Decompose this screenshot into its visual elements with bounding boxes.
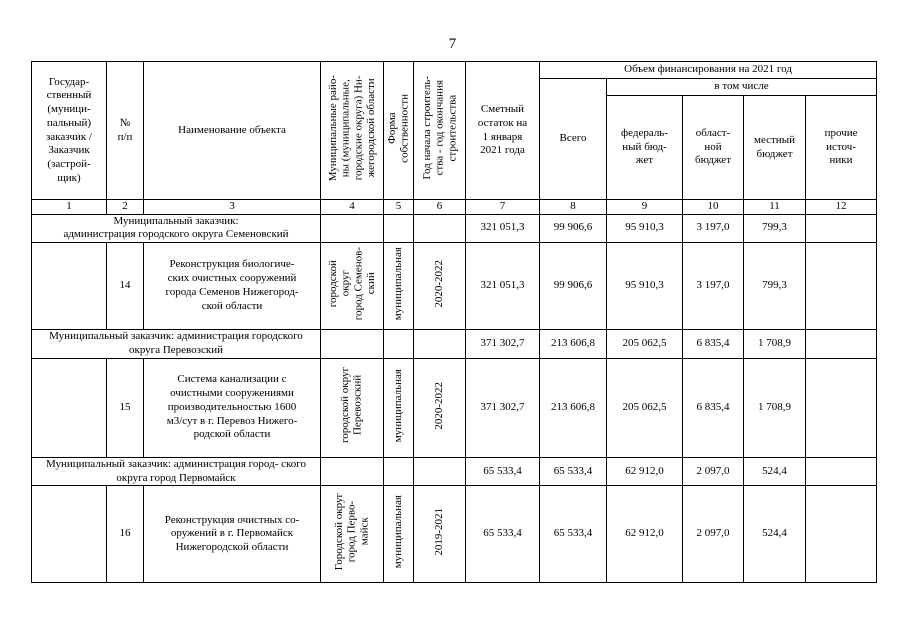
total-value: 99 906,6	[540, 214, 607, 242]
federal-value: 205 062,5	[607, 329, 683, 358]
object-district: городской округ Перевозский	[321, 358, 384, 457]
regional-value: 6 835,4	[683, 329, 744, 358]
object-name: Система канализации с очистными сооружениями производительностью 1600 м3/сут в г. Перевоз Нижего- родской области	[144, 358, 321, 457]
customer-name: Муниципальный заказчик: администрация городского округа Перевозский	[32, 329, 321, 358]
header-years: Год начала строитель- ства - год окончания строительства	[414, 62, 466, 200]
regional-value: 3 197,0	[683, 214, 744, 242]
column-number: 1	[32, 200, 107, 215]
local-value: 1 708,9	[744, 329, 806, 358]
header-ownership: Форма собственности	[384, 62, 414, 200]
federal-value: 205 062,5	[607, 358, 683, 457]
object-name: Реконструкция биологиче- ских очистных сооружений города Семенов Нижегород- ской области	[144, 242, 321, 329]
header-local: местный бюджет	[744, 96, 806, 200]
column-number: 8	[540, 200, 607, 215]
customer-row	[32, 214, 877, 242]
total-value: 213 606,8	[540, 329, 607, 358]
estimate-value: 321 051,3	[466, 242, 540, 329]
object-row	[32, 242, 877, 329]
header-num: № п/п	[107, 62, 144, 200]
header-including: в том числе	[607, 79, 877, 96]
customer-row	[32, 457, 877, 486]
column-number: 11	[744, 200, 806, 215]
customer-row	[32, 329, 877, 358]
federal-value: 95 910,3	[607, 242, 683, 329]
object-ownership: муниципальная	[384, 486, 414, 583]
header-other: прочие источ- ники	[806, 96, 877, 200]
customer-name: Муниципальный заказчик: администрация город- ского округа город Первомайск	[32, 457, 321, 486]
header-regional: област- ной бюджет	[683, 96, 744, 200]
estimate-value: 65 533,4	[466, 486, 540, 583]
header-financing: Объем финансирования на 2021 год	[540, 62, 877, 79]
column-number: 3	[144, 200, 321, 215]
object-years: 2020-2022	[414, 242, 466, 329]
customer-name: Муниципальный заказчик: администрация городского округа Семеновский	[32, 214, 321, 242]
page-number: 7	[448, 36, 457, 52]
column-number: 12	[806, 200, 877, 215]
header-federal: федераль- ный бюд- жет	[607, 96, 683, 200]
column-number: 4	[321, 200, 384, 215]
total-value: 65 533,4	[540, 486, 607, 583]
financing-table	[31, 61, 877, 583]
estimate-value: 321 051,3	[466, 214, 540, 242]
total-value: 99 906,6	[540, 242, 607, 329]
column-number: 2	[107, 200, 144, 215]
regional-value: 6 835,4	[683, 358, 744, 457]
regional-value: 3 197,0	[683, 242, 744, 329]
local-value: 1 708,9	[744, 358, 806, 457]
object-num: 16	[107, 486, 144, 583]
object-ownership: муниципальная	[384, 242, 414, 329]
object-row	[32, 486, 877, 583]
estimate-value: 371 302,7	[466, 358, 540, 457]
federal-value: 62 912,0	[607, 486, 683, 583]
object-ownership: муниципальная	[384, 358, 414, 457]
object-district: Городской округ город Перво- майск	[321, 486, 384, 583]
object-district: городской округ город Семенов- ский	[321, 242, 384, 329]
federal-value: 62 912,0	[607, 457, 683, 486]
column-number: 10	[683, 200, 744, 215]
header-row-1	[32, 62, 877, 79]
federal-value: 95 910,3	[607, 214, 683, 242]
column-number: 5	[384, 200, 414, 215]
total-value: 213 606,8	[540, 358, 607, 457]
estimate-value: 371 302,7	[466, 329, 540, 358]
total-value: 65 533,4	[540, 457, 607, 486]
object-num: 14	[107, 242, 144, 329]
estimate-value: 65 533,4	[466, 457, 540, 486]
column-number: 7	[466, 200, 540, 215]
local-value: 524,4	[744, 457, 806, 486]
object-years: 2019-2021	[414, 486, 466, 583]
column-number: 9	[607, 200, 683, 215]
column-number: 6	[414, 200, 466, 215]
object-years: 2020-2022	[414, 358, 466, 457]
object-name: Реконструкция очистных со- оружений в г. Первомайск Нижегородской области	[144, 486, 321, 583]
column-numbers-row	[32, 200, 877, 215]
local-value: 524,4	[744, 486, 806, 583]
header-total: Всего	[540, 79, 607, 200]
header-estimate: Сметный остаток на 1 января 2021 года	[466, 62, 540, 200]
object-row	[32, 358, 877, 457]
regional-value: 2 097,0	[683, 486, 744, 583]
local-value: 799,3	[744, 242, 806, 329]
local-value: 799,3	[744, 214, 806, 242]
header-customer: Государ- ственный (муници- пальный) заказчик / Заказчик (застрой- щик)	[32, 62, 107, 200]
header-districts: Муниципальные райо- ны (муниципальные, городские округа) Ни- жегородской области	[321, 62, 384, 200]
regional-value: 2 097,0	[683, 457, 744, 486]
header-object-name: Наименование объекта	[144, 62, 321, 200]
object-num: 15	[107, 358, 144, 457]
